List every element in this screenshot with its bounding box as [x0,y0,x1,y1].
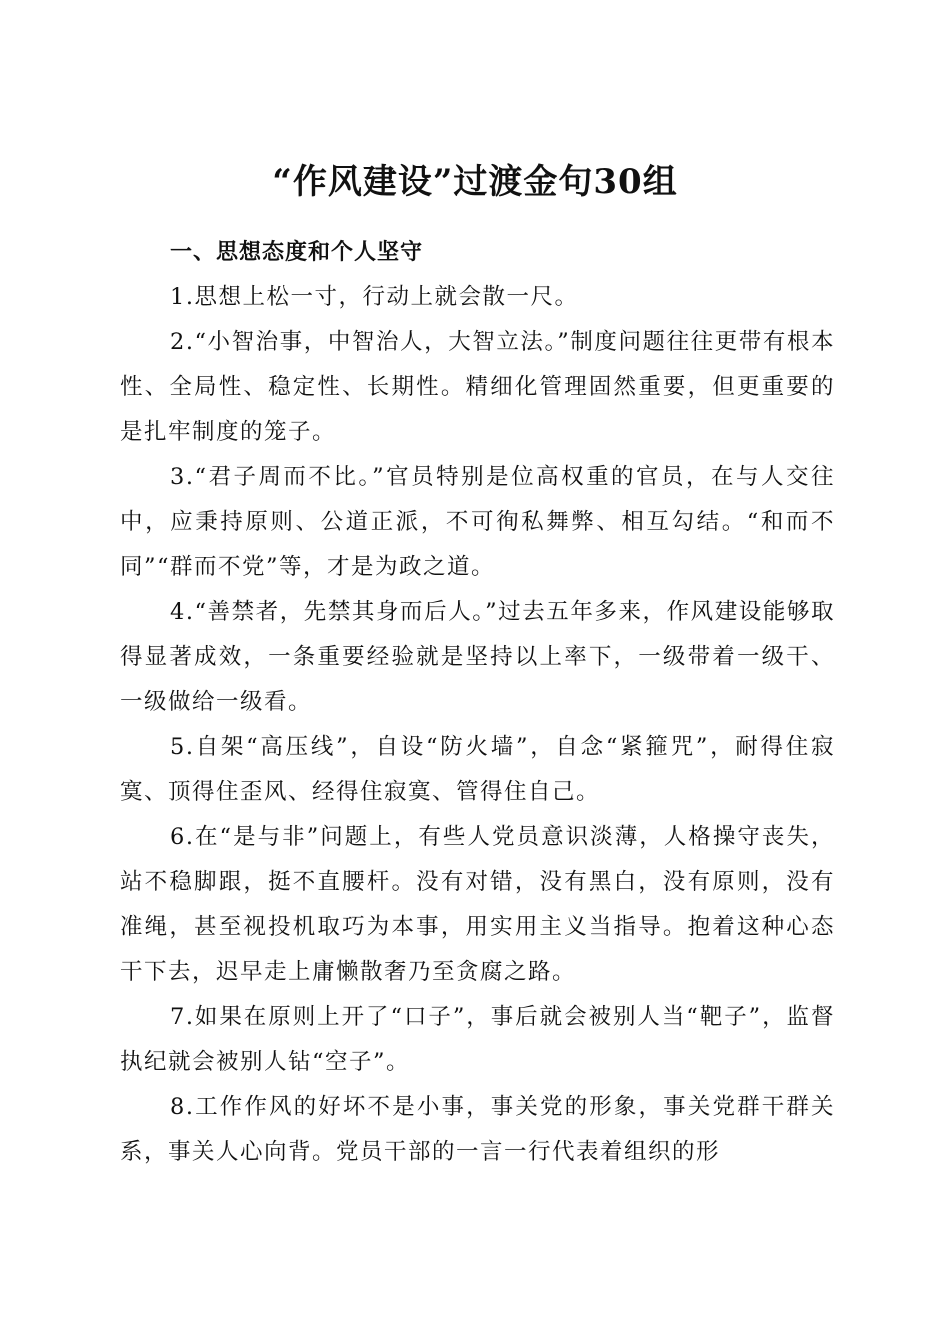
paragraph-1: 1.思想上松一寸，行动上就会散一尺。 [170,284,579,310]
paragraph-5: 5.自架“高压线”，自设“防火墙”，自念“紧箍咒”，耐得住寂寞、顶得住歪风、经得住寂寞、管得住自己。 [120,734,835,805]
document-title: “作风建设”过渡金句30组 [272,161,678,202]
paragraph-8: 8.工作作风的好坏不是小事，事关党的形象，事关党群干群关系，事关人心向背。党员干部的一言一行代表着组织的形 [120,1094,835,1165]
paragraph-7: 7.如果在原则上开了“口子”，事后就会被别人当“靶子”，监督执纪就会被别人钻“空子”。 [120,1004,835,1075]
document-body [120,230,835,1175]
paragraph-6: 6.在“是与非”问题上，有些人党员意识淡薄，人格操守丧失，站不稳脚跟，挺不直腰杆。没有对错，没有黑白，没有原则，没有准绳，甚至视投机取巧为本事，用实用主义当指导。抱着这种心态干下去，迟早走上庸懒散奢乃至贪腐之路。 [120,824,835,985]
paragraph-4: 4.“善禁者，先禁其身而后人。”过去五年多来，作风建设能够取得显著成效，一条重要经验就是坚持以上率下，一级带着一级干、一级做给一级看。 [120,599,835,715]
section-heading: 一、思想态度和个人坚守 [170,240,424,265]
paragraph-3: 3.“君子周而不比。”官员特别是位高权重的官员，在与人交往中，应秉持原则、公道正派，不可徇私舞弊、相互勾结。“和而不同”“群而不党”等，才是为政之道。 [120,464,835,580]
paragraph-2: 2.“小智治事，中智治人，大智立法。”制度问题往往更带有根本性、全局性、稳定性、长期性。精细化管理固然重要，但更重要的是扎牢制度的笼子。 [120,329,835,445]
